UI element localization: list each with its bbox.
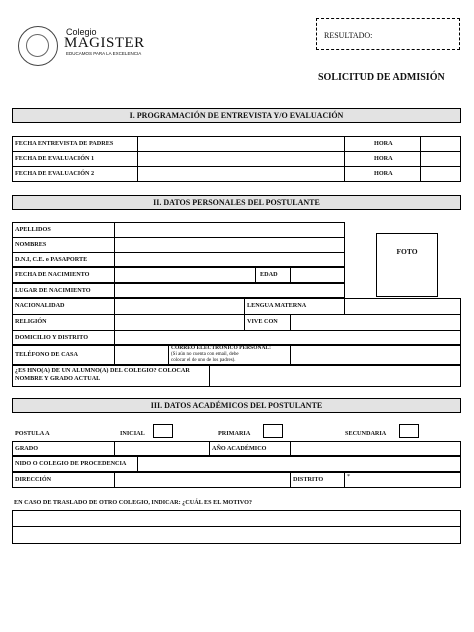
anio-academico-label: AÑO ACADÉMICO <box>212 445 267 452</box>
religion-label: RELIGIÓN <box>15 318 47 325</box>
dni-field[interactable] <box>115 253 344 267</box>
edad-field[interactable] <box>291 268 344 282</box>
school-seal-logo <box>18 26 58 66</box>
telefono-label: TELÉFONO DE CASA <box>15 351 78 358</box>
page-title: SOLICITUD DE ADMISIÓN <box>318 72 445 83</box>
result-label: RESULTADO: <box>324 31 373 40</box>
grado-field[interactable] <box>115 442 209 455</box>
domicilio-label: DOMICILIO Y DISTRITO <box>15 334 89 341</box>
distrito-field[interactable] <box>345 473 460 487</box>
apellidos-field[interactable] <box>115 223 344 237</box>
hora-field-1[interactable] <box>421 137 460 151</box>
hora-label-3: HORA <box>374 170 393 177</box>
edad-label: EDAD <box>260 271 278 278</box>
distrito-label: DISTRITO <box>293 476 324 483</box>
traslado-question: EN CASO DE TRASLADO DE OTRO COLEGIO, INDICAR: ¿CUÁL ES EL MOTIVO? <box>14 499 253 506</box>
logo-top-text: Colegio <box>66 27 97 37</box>
correo-note-1: (Si aún no cuenta con email, debe <box>171 352 239 357</box>
section-2-header: II. DATOS PERSONALES DEL POSTULANTE <box>12 195 461 210</box>
correo-note-2: colocar el de uno de los padres). <box>171 358 236 363</box>
direccion-label: DIRECCIÓN <box>15 476 52 483</box>
postula-a-label: POSTULA A <box>15 430 50 437</box>
nombres-field[interactable] <box>115 238 344 252</box>
secundaria-label: SECUNDARIA <box>345 430 387 437</box>
nacionalidad-field[interactable] <box>115 299 244 314</box>
hora-label-2: HORA <box>374 155 393 162</box>
secundaria-checkbox[interactable] <box>399 424 419 438</box>
primaria-label: PRIMARIA <box>218 430 251 437</box>
anio-academico-field[interactable] <box>291 442 460 455</box>
nido-field[interactable] <box>138 457 460 471</box>
fecha-entrevista-field[interactable] <box>138 137 344 151</box>
lugar-nacimiento-label: LUGAR DE NACIMIENTO <box>15 287 91 294</box>
traslado-answer-box[interactable] <box>12 510 461 544</box>
dni-label: D.N.I, C.E. o PASAPORTE <box>15 256 88 263</box>
nido-label: NIDO O COLEGIO DE PROCEDENCIA <box>15 460 127 467</box>
fecha-eval1-field[interactable] <box>138 152 344 166</box>
direccion-field[interactable] <box>115 473 290 487</box>
section-3-header: III. DATOS ACADÉMICOS DEL POSTULANTE <box>12 398 461 413</box>
hermano-field[interactable] <box>210 366 460 386</box>
religion-field[interactable] <box>115 315 244 330</box>
fecha-nacimiento-field[interactable] <box>115 268 255 282</box>
row-fecha-eval1-label: FECHA DE EVALUACIÓN 1 <box>15 155 95 162</box>
logo-tagline: EDUCAMOS PARA LA EXCELENCIA <box>66 51 142 56</box>
nacionalidad-label: NACIONALIDAD <box>15 302 65 309</box>
lengua-materna-field[interactable] <box>345 299 460 314</box>
grado-label: GRADO <box>15 445 39 452</box>
primaria-checkbox[interactable] <box>263 424 283 438</box>
lugar-nacimiento-field[interactable] <box>115 284 344 297</box>
distrito-mark: * <box>347 473 351 480</box>
row-fecha-eval2-label: FECHA DE EVALUACIÓN 2 <box>15 170 95 177</box>
photo-box[interactable] <box>376 233 438 297</box>
fecha-eval2-field[interactable] <box>138 167 344 181</box>
inicial-label: INICIAL <box>120 430 145 437</box>
domicilio-field[interactable] <box>115 331 460 345</box>
row-fecha-entrevista-label: FECHA ENTREVISTA DE PADRES <box>15 140 114 147</box>
fecha-nacimiento-label: FECHA DE NACIMIENTO <box>15 271 90 278</box>
hermano-label-1: ¿ES HNO(A) DE UN ALUMNO(A) DEL COLEGIO? COLOCAR <box>15 367 190 374</box>
logo-school-name: MAGISTER <box>64 35 145 51</box>
lengua-materna-label: LENGUA MATERNA <box>247 302 307 309</box>
hora-field-3[interactable] <box>421 167 460 181</box>
hermano-label-2: NOMBRE Y GRADO ACTUAL <box>15 375 101 382</box>
section-1-header: I. PROGRAMACIÓN DE ENTREVISTA Y/O EVALUACIÓN <box>12 108 461 123</box>
photo-label: FOTO <box>396 247 418 256</box>
nombres-label: NOMBRES <box>15 241 47 248</box>
vive-con-field[interactable] <box>291 315 460 330</box>
correo-field[interactable] <box>291 346 460 364</box>
hora-field-2[interactable] <box>421 152 460 166</box>
vive-con-label: VIVE CON <box>247 318 278 325</box>
telefono-field[interactable] <box>115 346 168 364</box>
apellidos-label: APELLIDOS <box>15 226 51 233</box>
inicial-checkbox[interactable] <box>153 424 173 438</box>
hora-label-1: HORA <box>374 140 393 147</box>
correo-label: CORREO ELECTRÓNICO PERSONAL: <box>171 345 271 351</box>
